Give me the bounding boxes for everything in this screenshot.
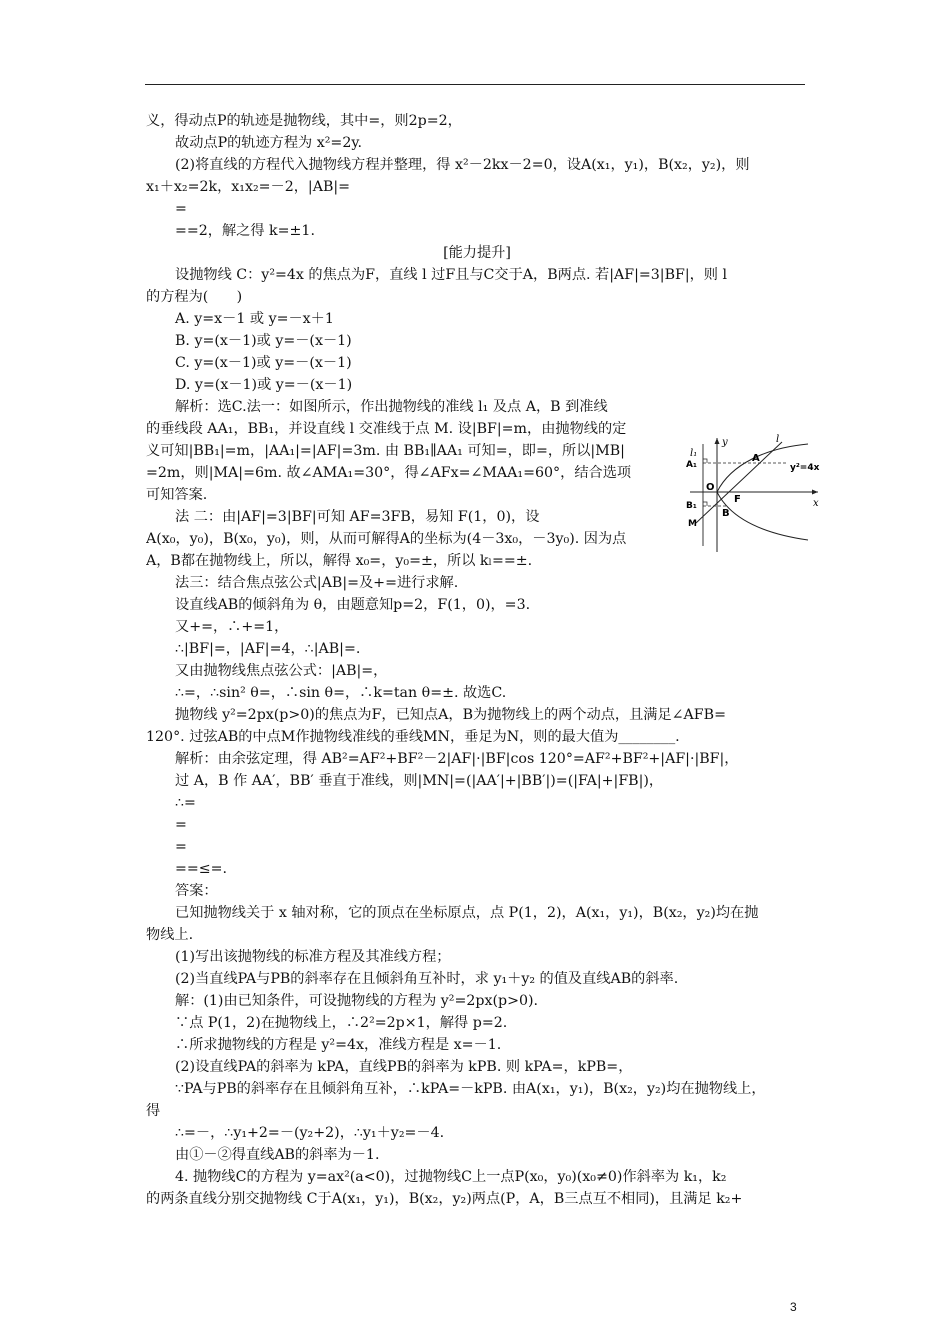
label-B: B (722, 508, 730, 519)
text-line: C. y=(x－1)或 y=－(x－1) (175, 355, 352, 371)
text-line: 过 A，B 作 AA′，BB′ 垂直于准线，则|MN|=(|AA′|+|BB′|)=(|FA|+|FB|)， (175, 773, 664, 789)
text-line: 解析：由余弦定理，得 AB²=AF²+BF²－2|AF|·|BF|cos 120°=AF²+BF²+|AF|·|BF|， (175, 751, 739, 767)
text-line: 已知抛物线关于 x 轴对称，它的顶点在坐标原点，点 P(1，2)，A(x₁，y₁)，B(x₂，y₂)均在抛 (175, 905, 759, 921)
label-M: M (688, 519, 697, 529)
text-line: D. y=(x－1)或 y=－(x－1) (175, 377, 353, 393)
text-line: (2)将直线的方程代入抛物线方程并整理，得 x²－2kx－2=0，设A(x₁，y₁)，B(x₂，y₂)，则 (175, 157, 750, 173)
text-line: 答案： (175, 883, 218, 899)
text-line: [能力提升] (443, 245, 511, 261)
right-angle-B1 (703, 502, 707, 506)
text-line: (2)设直线PA的斜率为 kPA，直线PB的斜率为 kPB. 则 kPA=，kPB=， (175, 1059, 633, 1075)
text-line: 120°. 过弦AB的中点M作抛物线准线的垂线MN，垂足为N，则的最大值为________. (146, 729, 680, 745)
text-line: 得 (146, 1103, 161, 1119)
text-line: ∴=，∴sin² θ=，∴sin θ=，∴k=tan θ=±. 故选C. (175, 685, 507, 701)
text-line: ==2，解之得 k=±1. (175, 223, 315, 239)
parabola-diagram (686, 434, 822, 554)
text-line: 可知答案. (146, 487, 208, 503)
text-line: = (175, 817, 187, 833)
label-l: l (776, 434, 780, 445)
text-line: A. y=x－1 或 y=－x＋1 (175, 311, 334, 327)
label-y: y (722, 437, 728, 448)
label-B1: B₁ (686, 501, 697, 511)
label-O: O (706, 482, 715, 493)
parabola-figure (686, 434, 822, 554)
text-line: ∴=－，∴y₁+2=－(y₂+2)，∴y₁＋y₂=－4. (175, 1125, 445, 1141)
text-line: ∴|BF|=，|AF|=4，∴|AB|=. (175, 641, 361, 657)
label-F: F (734, 494, 741, 505)
text-line: x₁＋x₂=2k，x₁x₂=－2，|AB|= (146, 179, 351, 195)
text-line: 又由抛物线焦点弦公式：|AB|=， (175, 663, 388, 679)
text-line: 解：(1)由已知条件，可设抛物线的方程为 y²=2px(p>0). (175, 993, 539, 1009)
label-x: x (813, 498, 819, 509)
text-line: 设抛物线 C：y²=4x 的焦点为F，直线 l 过F且与C交于A，B两点. 若|AF|=3|BF|，则 l (175, 267, 728, 283)
text-line: 由①－②得直线AB的斜率为－1. (175, 1147, 380, 1163)
label-A: A (752, 453, 760, 464)
text-line: 抛物线 y²=2px(p>0)的焦点为F，已知点A，B为抛物线上的两个动点，且满足∠AFB= (175, 707, 726, 723)
text-line: (1)写出该抛物线的标准方程及其准线方程； (175, 949, 451, 965)
text-line: A(x₀，y₀)，B(x₀，y₀)，则，从而可解得A的坐标为(4－3x₀，－3y₀). 因为点 (146, 531, 627, 547)
text-line: 法 二：由|AF|=3|BF|可知 AF=3FB，易知 F(1，0)，设 (175, 509, 540, 525)
text-line: 义可知|BB₁|=m，|AA₁|=|AF|=3m. 由 BB₁∥AA₁ 可知=，即=，所以|MB| (146, 443, 625, 459)
label-l1: l₁ (690, 448, 698, 459)
text-line: 故动点P的轨迹方程为 x²=2y. (175, 135, 362, 151)
text-line: 义，得动点P的轨迹是抛物线，其中=，则2p=2， (146, 113, 462, 129)
text-line: 解析：选C.法一：如图所示，作出抛物线的准线 l₁ 及点 A，B 到准线 (175, 399, 608, 415)
text-line: 物线上. (146, 927, 194, 943)
text-line: =2m，则|MA|=6m. 故∠AMA₁=30°，得∠AFx=∠MAA₁=60°，结合选项 (146, 465, 632, 481)
right-angle-A1 (703, 459, 707, 463)
label-A1: A₁ (686, 460, 697, 470)
label-parabola-eq: y²=4x (790, 463, 820, 473)
page-number: 3 (790, 1300, 797, 1314)
document-body (146, 110, 808, 1210)
text-line: B. y=(x－1)或 y=－(x－1) (175, 333, 352, 349)
header-rule (145, 84, 805, 85)
text-line: 4. 抛物线C的方程为 y=ax²(a<0)，过抛物线C上一点P(x₀，y₀)(x₀≠0)作斜率为 k₁，k₂ (175, 1169, 727, 1185)
text-line: 的方程为( ) (146, 289, 243, 305)
text-line: 的垂线段 AA₁，BB₁，并设直线 l 交准线于点 M. 设|BF|=m，由抛物线的定 (146, 421, 627, 437)
text-line: 的两条直线分别交抛物线 C于A(x₁，y₁)，B(x₂，y₂)两点(P，A，B三点互不相同)，且满足 k₂+ (146, 1191, 743, 1207)
text-line: 法三：结合焦点弦公式|AB|=及+=进行求解. (175, 575, 459, 591)
text-line: ∴所求抛物线的方程是 y²=4x，准线方程是 x=－1. (175, 1037, 502, 1053)
text-line: 设直线AB的倾斜角为 θ，由题意知p=2，F(1，0)，=3. (175, 597, 531, 613)
text-line: ∵点 P(1，2)在抛物线上，∴2²=2p×1，解得 p=2. (175, 1015, 508, 1031)
text-line: = (175, 839, 187, 855)
x-axis-arrow (812, 490, 818, 495)
text-line: ∵PA与PB的斜率存在且倾斜角互补，∴kPA=－kPB. 由A(x₁，y₁)，B(x₂，y₂)均在抛物线上， (175, 1081, 766, 1097)
text-line: 又+=，∴+=1， (175, 619, 289, 635)
text-line: ==≤=. (175, 861, 228, 877)
text-line: A，B都在抛物线上，所以，解得 x₀=，y₀=±，所以 kₗ==±. (146, 553, 533, 569)
text-line: ∴= (175, 795, 196, 811)
text-line: (2)当直线PA与PB的斜率存在且倾斜角互补时，求 y₁＋y₂ 的值及直线AB的斜率. (175, 971, 679, 987)
y-axis-arrow (715, 438, 720, 444)
text-line: = (175, 201, 187, 217)
